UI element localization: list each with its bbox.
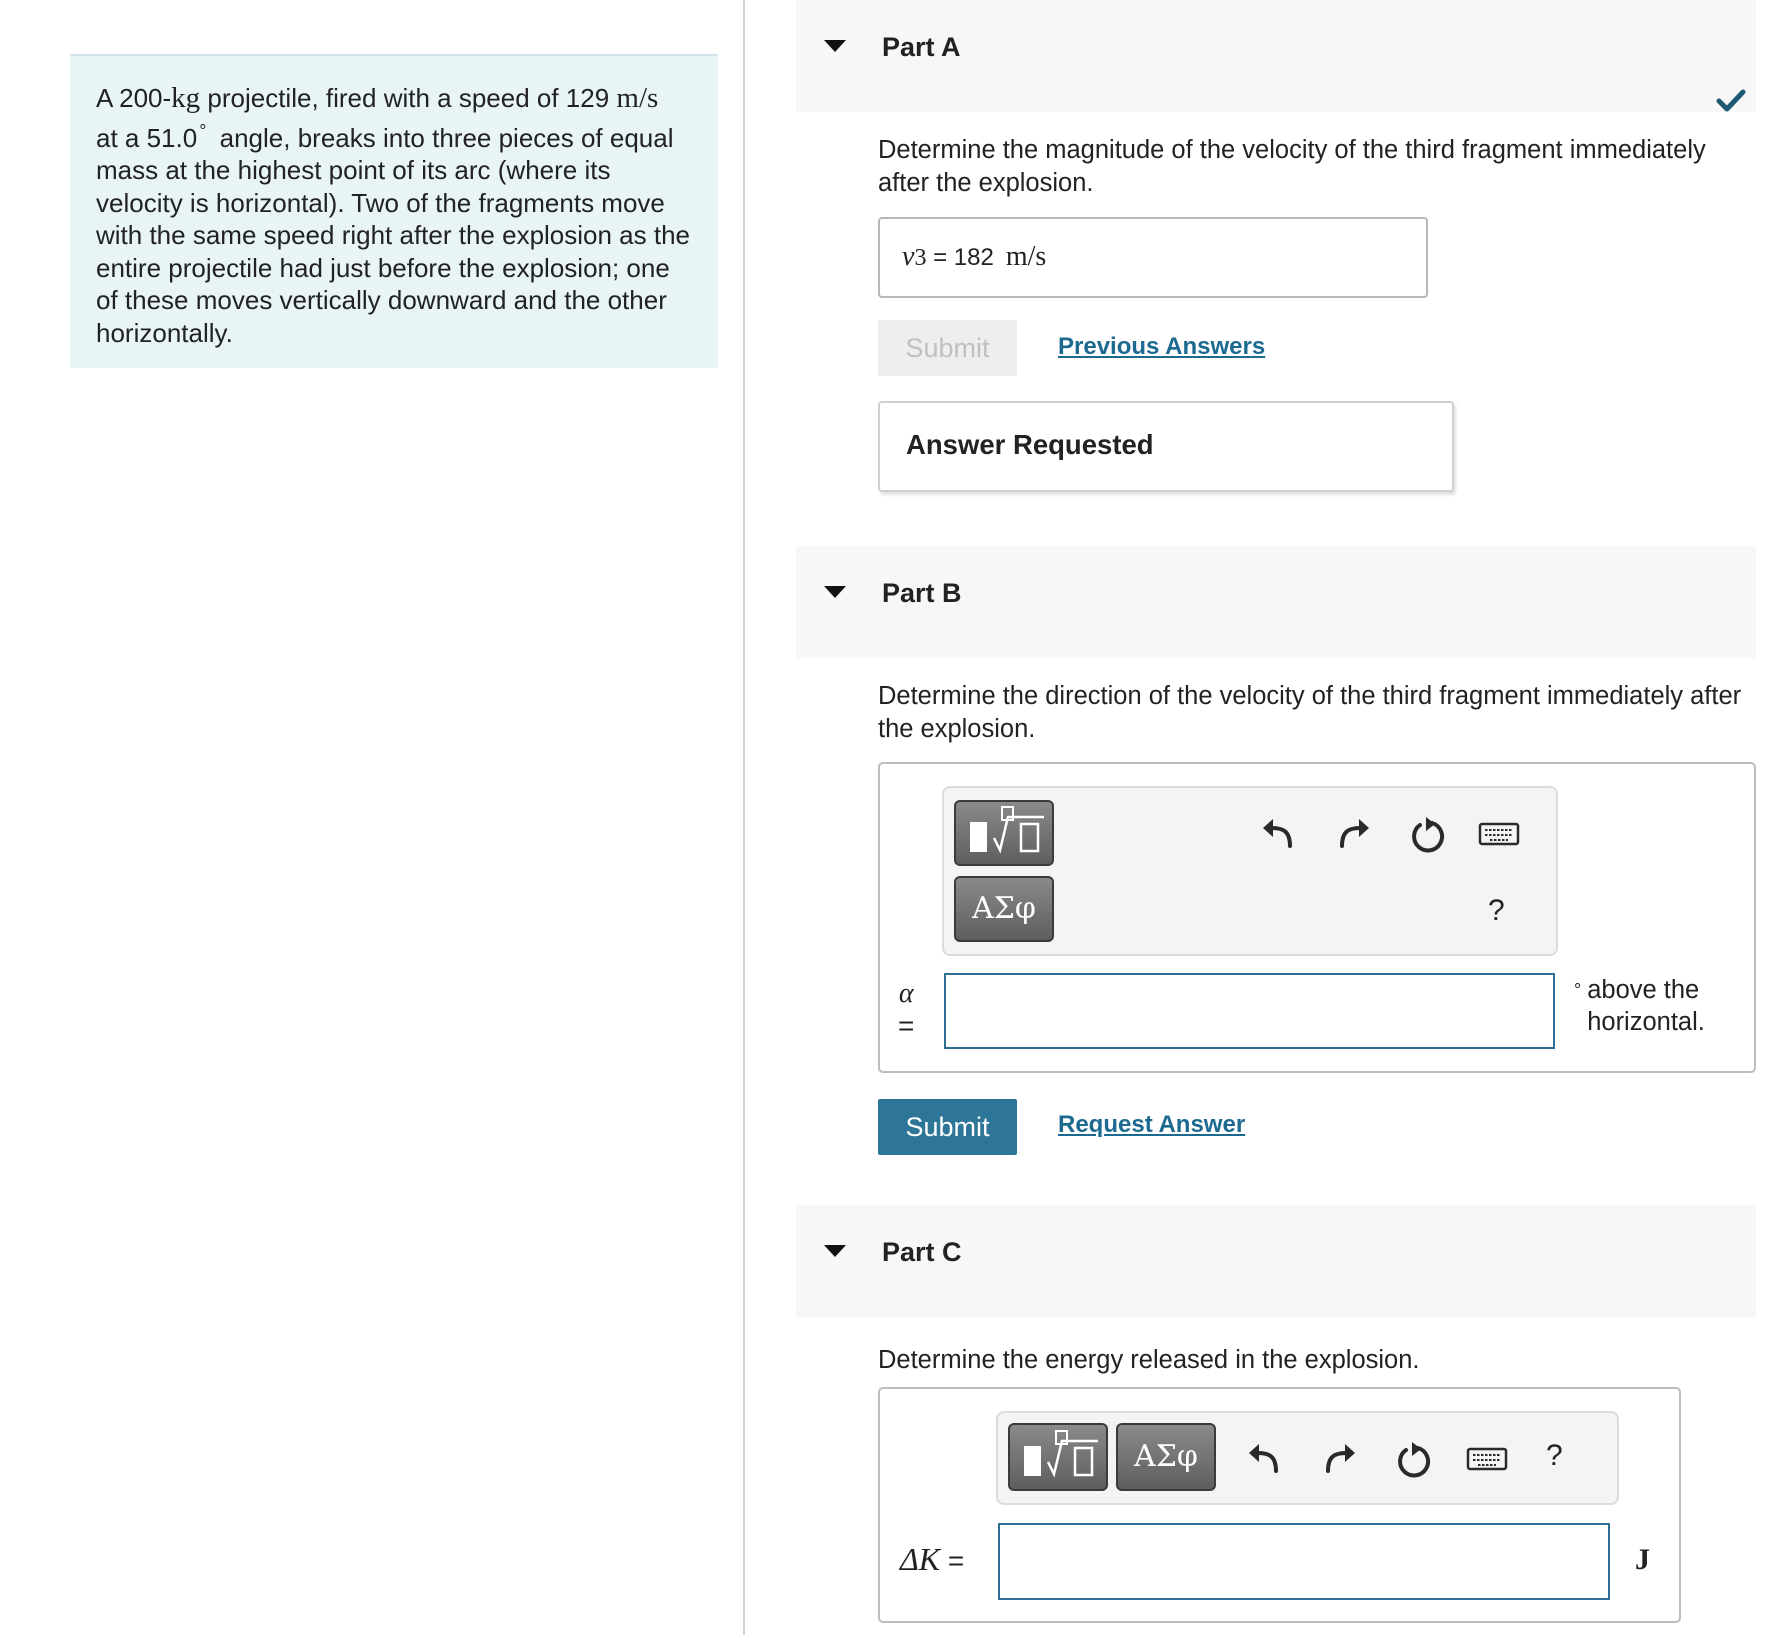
- part-b-header[interactable]: [796, 546, 1756, 658]
- request-answer-link[interactable]: Request Answer: [1058, 1111, 1246, 1138]
- templates-button[interactable]: [954, 800, 1054, 866]
- undo-icon[interactable]: [1246, 1439, 1284, 1477]
- delta-k-label: [900, 1541, 964, 1578]
- greek-symbols-button[interactable]: ΑΣφ: [1116, 1423, 1216, 1491]
- part-a-header[interactable]: [796, 0, 1756, 112]
- problem-text-1: A 200-: [96, 83, 172, 113]
- part-c-question: Determine the energy released in the explosion.: [878, 1346, 1420, 1374]
- undo-icon[interactable]: [1260, 814, 1298, 852]
- part-c-answer-panel: [878, 1387, 1681, 1623]
- answer-equals: =: [926, 244, 954, 271]
- part-c-header[interactable]: [796, 1205, 1756, 1317]
- delta-k-symbol: ΔK: [900, 1541, 941, 1577]
- degree-symbol: °: [199, 120, 207, 141]
- keyboard-icon[interactable]: [1466, 1439, 1508, 1477]
- answer-requested-banner: Answer Requested: [878, 401, 1454, 492]
- answer-value: 182: [953, 244, 994, 271]
- alpha-symbol: α: [898, 978, 914, 1009]
- part-a-question: Determine the magnitude of the velocity of the third fragment immediately after the explosion.: [878, 136, 1706, 197]
- part-b-answer-panel: [878, 762, 1756, 1073]
- math-toolbar: [996, 1411, 1619, 1505]
- reset-icon[interactable]: [1394, 1441, 1432, 1479]
- collapse-caret-icon[interactable]: [824, 40, 846, 52]
- math-toolbar: [942, 786, 1558, 956]
- equals-sign: =: [940, 1545, 965, 1576]
- previous-answers-link[interactable]: Previous Answers: [1058, 333, 1266, 360]
- part-b-title: Part B: [882, 578, 962, 608]
- templates-icon: [1010, 1425, 1106, 1489]
- equals-sign: =: [898, 1010, 915, 1041]
- problem-text-3: at a 51.0: [96, 122, 198, 153]
- unit-ms: m/s: [616, 82, 659, 114]
- direction-answer-input[interactable]: [944, 973, 1555, 1049]
- part-b-submit-button[interactable]: Submit: [878, 1099, 1017, 1155]
- answer-subscript: 3: [914, 245, 927, 271]
- answer-variable: v: [902, 241, 915, 272]
- degree-symbol: °: [1574, 980, 1582, 1000]
- answer-unit: m/s: [1005, 241, 1047, 272]
- templates-icon: [956, 802, 1052, 864]
- checkmark-icon: [1716, 88, 1746, 114]
- part-c-title: Part C: [882, 1237, 962, 1267]
- alpha-label: [898, 978, 914, 1042]
- part-a-title: Part A: [882, 32, 961, 62]
- collapse-caret-icon[interactable]: [824, 1245, 846, 1257]
- problem-text-2: projectile, fired with a speed of 129: [200, 83, 617, 113]
- above-horizontal-text: above the horizontal.: [1587, 976, 1705, 1036]
- templates-button[interactable]: [1008, 1423, 1108, 1491]
- keyboard-icon[interactable]: [1478, 814, 1520, 852]
- direction-unit-label: [1574, 974, 1737, 1038]
- redo-icon[interactable]: [1334, 814, 1372, 852]
- reset-icon[interactable]: [1408, 816, 1446, 854]
- help-icon[interactable]: ?: [1488, 894, 1505, 927]
- energy-answer-input[interactable]: [998, 1523, 1610, 1600]
- part-b-question: Determine the direction of the velocity of the third fragment immediately after the explosion.: [878, 682, 1742, 743]
- unit-kg: kg: [171, 82, 201, 114]
- help-icon[interactable]: ?: [1546, 1439, 1563, 1472]
- greek-symbols-button[interactable]: ΑΣφ: [954, 876, 1054, 942]
- column-divider: [743, 0, 745, 1635]
- collapse-caret-icon[interactable]: [824, 586, 846, 598]
- part-a-submit-button[interactable]: Submit: [878, 320, 1017, 376]
- part-a-answer-display: [878, 217, 1428, 298]
- redo-icon[interactable]: [1320, 1439, 1358, 1477]
- problem-statement: [70, 54, 718, 368]
- energy-unit-label: J: [1635, 1543, 1650, 1576]
- problem-text-4: angle, breaks into three pieces of equal mass at the highest point of its arc (where its velocity is horizontal). Two of the fragments move with the same speed right after the explosion as the entire projectile had just before the explosion; one of these moves vertically downward and the other horizontally.: [96, 122, 691, 348]
